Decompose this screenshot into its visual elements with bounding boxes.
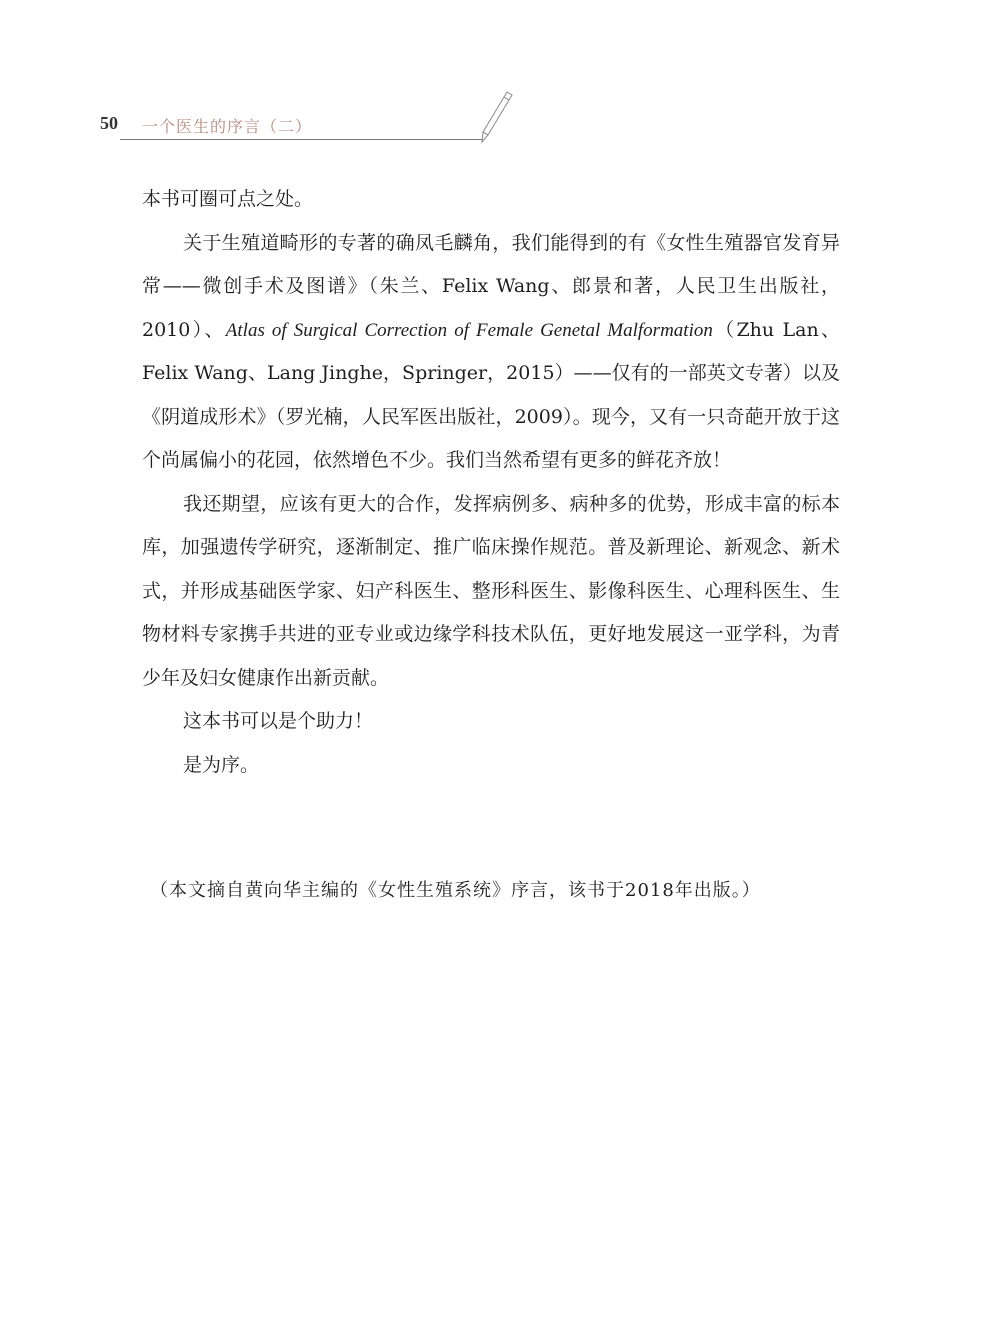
paragraph-2-part-1: 关于生殖道畸形的专著的确凤毛麟角，我们能得到的有《女性生殖器官发育异常——微创手术及图谱》（朱兰、Felix Wang、郎景和著，人民卫生出版社，2010）、 bbox=[142, 231, 840, 341]
book-title-italic: Atlas of Surgical Correction of Female Genetal Malformation bbox=[225, 319, 713, 341]
paragraph-3: 我还期望，应该有更大的合作，发挥病例多、病种多的优势，形成丰富的标本库，加强遗传学研究，逐渐制定、推广临床操作规范。普及新理论、新观念、新术式，并形成基础医学家、妇产科医生、整形科医生、影像科医生、心理科医生、生物材料专家携手共进的亚专业或边缘学科技术队伍，更好地发展这一亚学科，为青少年及妇女健康作出新贡献。 bbox=[142, 492, 840, 689]
paragraph-2 bbox=[142, 222, 840, 483]
header-rule bbox=[120, 139, 482, 140]
paragraph-4: 这本书可以是个助力！ bbox=[183, 710, 374, 732]
running-title: 一个医生的序言（二） bbox=[142, 117, 313, 136]
paragraph-1: 本书可圈可点之处。 bbox=[142, 188, 314, 210]
page-number: 50 bbox=[100, 113, 118, 133]
paragraph-5: 是为序。 bbox=[183, 753, 260, 776]
body-text bbox=[142, 178, 840, 787]
paragraph-2-part-2: （Zhu Lan、Felix Wang、Lang Jinghe，Springer，2015）——仅有的一部英文专著）以及《阴道成形术》（罗光楠，人民军医出版社，2009）。现今，又有一只奇葩开放于这个尚属偏小的花园，依然增色不少。我们当然希望有更多的鲜花齐放！ bbox=[142, 318, 840, 471]
page-header bbox=[0, 0, 998, 160]
source-note: （本文摘自黄向华主编的《女性生殖系统》序言，该书于2018年出版。） bbox=[150, 880, 761, 901]
pen-icon bbox=[476, 90, 516, 144]
